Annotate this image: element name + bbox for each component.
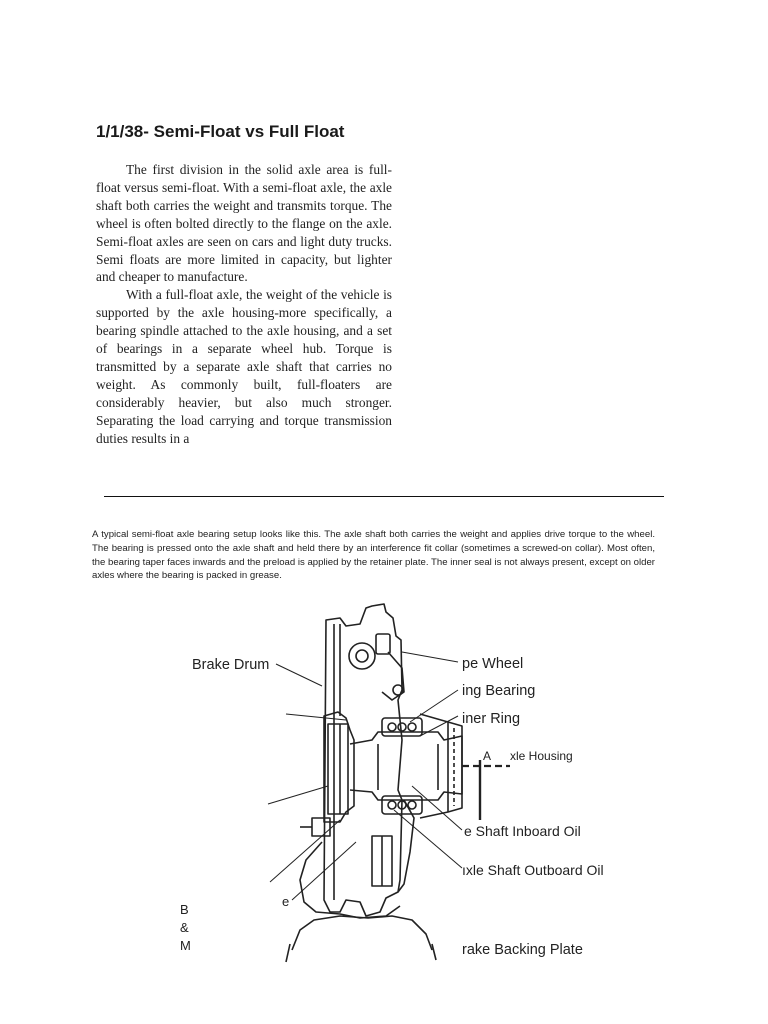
label-retainer-ring: iner Ring <box>462 711 521 727</box>
label-partial-e: e <box>282 894 290 909</box>
wheel-rim <box>300 842 400 918</box>
label-brake-drum: Brake Drum <box>192 657 270 673</box>
figure-caption: A typical semi-float axle bearing setup looks like this. The axle shaft both carries the weight and applies drive torque to the wheel. The bearing is pressed onto the axle shaft and held there by an interference fit collar (sometimes a screwed-on collar). Most often, the bearing taper faces inwards and the preload is applied by the retainer plate. The inner seal is not always present, except on older axles where the bearing is packed in grease. <box>92 529 656 582</box>
label-axle-housing-a: A <box>483 749 492 763</box>
label-wheel: pe Wheel <box>462 656 524 672</box>
wheel-cylinder <box>349 643 375 669</box>
label-partial-amp: & <box>180 920 189 935</box>
label-axle-housing: xle Housing <box>510 749 573 763</box>
label-inboard-seal: e Shaft Inboard Oil <box>464 823 581 839</box>
label-bearing: ing Bearing <box>462 683 536 699</box>
page-title: 1/1/38- Semi-Float vs Full Float <box>96 122 345 141</box>
axle-housing <box>420 714 462 818</box>
horizontal-rule <box>104 496 664 497</box>
label-partial-b: B <box>180 902 189 917</box>
paragraph-2: With a full-float axle, the weight of the vehicle is supported by the axle housing-more specifically, a bearing spindle attached to the axle housing, and a set of bearings in a separate wheel hub. Torque is transmitted by a separate axle shaft that carries no weight. As commonly built, full-floaters are considerably heavier, but also much stronger. Separating the load carrying and torque transmission duties results in a <box>96 287 392 446</box>
body-text <box>96 161 392 448</box>
axle-bearing-diagram <box>0 600 768 1024</box>
label-backing-plate: rake Backing Plate <box>462 942 583 958</box>
label-outboard-seal: ıxle Shaft Outboard Oil <box>462 862 604 878</box>
label-partial-m: M <box>180 938 191 953</box>
wheel-stud <box>312 818 330 836</box>
axle-shaft <box>350 732 462 800</box>
paragraph-1: The first division in the solid axle area is full-float versus semi-float. With a semi-float axle, the axle shaft both carries the weight and transmits torque. The wheel is often bolted directly to the flange on the axle. Semi-float axles are seen on cars and light duty trucks. Semi floats are more limited in capacity, but lighter and cheaper to manufacture. <box>96 162 392 285</box>
